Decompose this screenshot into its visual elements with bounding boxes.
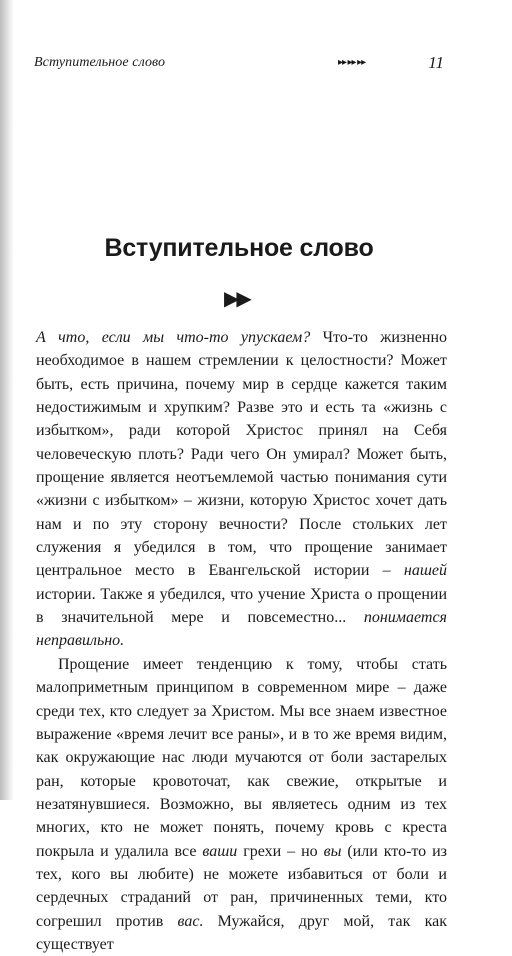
paragraph-1-text: Что-то жизненно необходимое в нашем стремлении к целостности? Может быть, есть причина, почему мир в сердце кажется таким недостижимым и хрупким? Разве это и есть та «жизнь с избытком», ради которой Христос принял на Себя человеческую плоть? Ради чего Он умирал? Может быть, прощение является неотъемлемой частью понимания сути «жизни с избытком» – жизни, которую Христос хочет дать нам и по эту сторону вечности? После стольких лет служения я убедился в том, что прощение занимает центральное место в Евангельской истории – [36,329,447,580]
paragraph-2-text: Прощение имеет тенденцию к тому, чтобы стать малоприметным принципом в современном мире – даже среди тех, кто следует за Христом. Мы все знаем известное выражение «время лечит все раны», и в то же время видим, как окружающие нас люди мучаются от боли застарелых ран, которые кровоточат, как свежие, открытые и незатянувшиеся. Возможно, вы являетесь одним из тех многих, кто не может понять, почему кровь с креста покрыла и удалила все [36,655,447,860]
page-number: 11 [428,53,444,72]
paragraph-2 [36,653,447,956]
emphasis-you-2: вас. [177,912,204,930]
chapter-title: Вступительное слово [104,234,374,262]
opening-question: А что, если мы что-то упускаем? [36,329,311,346]
header-arrows-icon: ▸▸ ▸▸ ▸▸ [338,57,366,68]
paragraph-2-text-3: (или кто-то из тех, кого вы любите) не можете избавиться от боли и сердечных страданий от ран, причиненных теми, кто согрешил против [36,842,447,930]
emphasis-you: вы [323,842,342,860]
emphasis-misunderstood: понимается неправильно. [36,609,447,650]
paragraph-1-text-2: истории. Также я убедился, что учение Христа о прощении в значительной мере и повсеместно... [36,585,447,627]
running-title: Вступительное слово [34,55,166,70]
emphasis-your: ваши [202,842,238,860]
chapter-arrows-icon: ▶▶ [224,288,249,310]
paragraph-2-text-2: грехи – но [237,842,324,860]
paragraph-2-text-4: Мужайся, друг мой, так как существует [36,912,447,953]
page-gutter-shadow [0,0,14,800]
paragraph-1 [36,326,447,653]
body-text [36,326,447,956]
running-header [34,53,444,75]
emphasis-ours: нашей [403,562,447,580]
